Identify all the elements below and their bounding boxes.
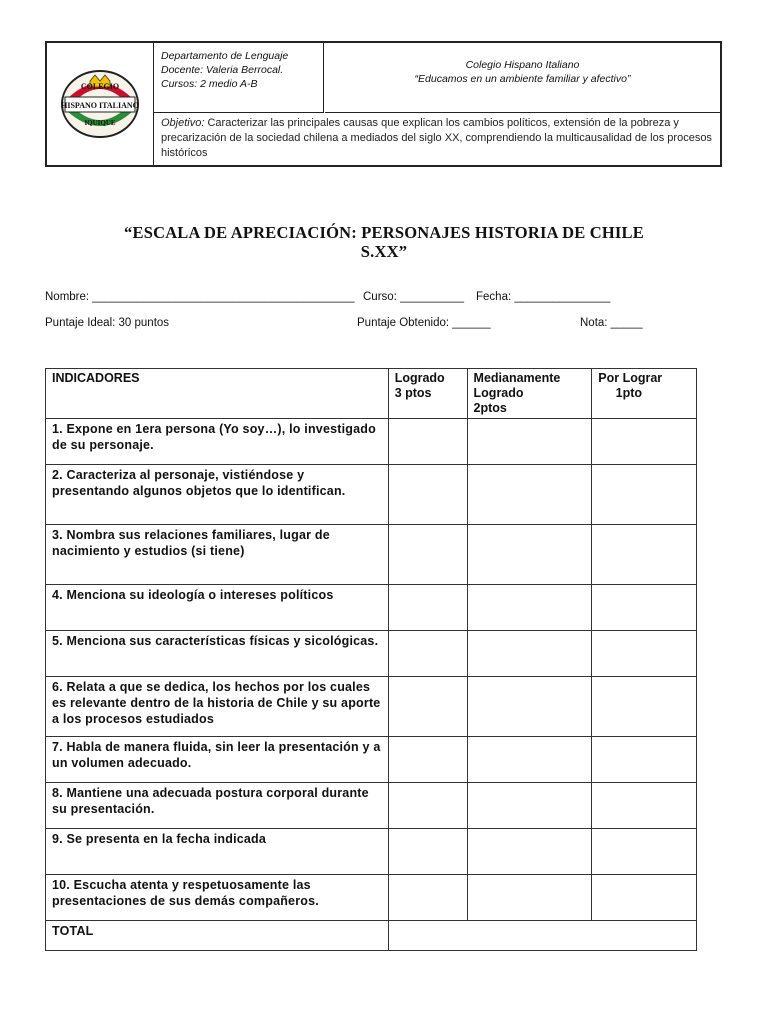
header-por-lograr: Por Lograr 1pto: [592, 369, 697, 419]
score-logrado-cell[interactable]: [388, 631, 467, 677]
rubric-table: [45, 368, 697, 951]
indicator-text: 6. Relata a que se dedica, los hechos por los cuales es relevante dentro de la historia de Chile y su aporte a los procesos estudiados: [46, 677, 389, 737]
score-medianamente-cell[interactable]: [467, 829, 592, 875]
indicator-text: 3. Nombra sus relaciones familiares, lugar de nacimiento y estudios (si tiene): [46, 525, 389, 585]
score-logrado-cell[interactable]: [388, 525, 467, 585]
score-por-lograr-cell[interactable]: [592, 419, 697, 465]
score-logrado-cell[interactable]: [388, 585, 467, 631]
score-logrado-cell[interactable]: [388, 677, 467, 737]
puntaje-ideal: Puntaje Ideal: 30 puntos: [45, 317, 170, 329]
logo-cell: [47, 43, 154, 165]
total-row: [46, 921, 697, 951]
objective-text: Caracterizar las principales causas que explican los cambios políticos, extensión de la pobreza y precarización de la sociedad chilena a mediados del siglo XX, comprendiendo la multicausalidad de los procesos históricos: [161, 117, 712, 159]
score-medianamente-cell[interactable]: [467, 631, 592, 677]
puntaje-obtenido-field[interactable]: Puntaje Obtenido: ______: [357, 317, 491, 329]
score-por-lograr-cell[interactable]: [592, 465, 697, 525]
objective: [154, 114, 720, 165]
table-header-row: [46, 369, 697, 419]
header-logrado: Logrado 3 ptos: [388, 369, 467, 419]
indicator-text: 2. Caracteriza al personaje, vistiéndose y presentando algunos objetos que lo identifican.: [46, 465, 389, 525]
title-line-1: “ESCALA DE APRECIACIÓN: PERSONAJES HISTORIA DE CHILE: [124, 223, 644, 242]
score-logrado-cell[interactable]: [388, 465, 467, 525]
school-logo: [55, 59, 145, 149]
score-por-lograr-cell[interactable]: [592, 631, 697, 677]
title-line-2: S.XX”: [360, 242, 408, 261]
department-info: [154, 43, 324, 113]
score-medianamente-cell[interactable]: [467, 875, 592, 921]
score-medianamente-cell[interactable]: [467, 419, 592, 465]
table-row: [46, 631, 697, 677]
courses: Cursos: 2 medio A-B: [161, 78, 258, 90]
indicator-text: 9. Se presenta en la fecha indicada: [46, 829, 389, 875]
score-medianamente-cell[interactable]: [467, 737, 592, 783]
table-row: [46, 465, 697, 525]
score-por-lograr-cell[interactable]: [592, 829, 697, 875]
curso-field[interactable]: Curso: __________: [363, 291, 465, 303]
logo-top-text: COLEGIO: [80, 82, 120, 91]
indicator-text: 1. Expone en 1era persona (Yo soy…), lo investigado de su personaje.: [46, 419, 389, 465]
indicator-text: 4. Menciona su ideología o intereses políticos: [46, 585, 389, 631]
table-row: [46, 783, 697, 829]
teacher-name: Docente: Valeria Berrocal.: [161, 64, 284, 76]
score-medianamente-cell[interactable]: [467, 677, 592, 737]
indicator-text: 10. Escucha atenta y respetuosamente las presentaciones de sus demás compañeros.: [46, 875, 389, 921]
school-info: [325, 43, 720, 113]
score-logrado-cell[interactable]: [388, 875, 467, 921]
indicator-text: 7. Habla de manera fluida, sin leer la presentación y a un volumen adecuado.: [46, 737, 389, 783]
objective-label: Objetivo:: [161, 117, 205, 129]
table-row: [46, 829, 697, 875]
total-score-cell[interactable]: [388, 921, 696, 951]
logo-middle-text: HISPANO ITALIANO: [61, 101, 139, 110]
score-medianamente-cell[interactable]: [467, 525, 592, 585]
header-indicadores: INDICADORES: [46, 369, 389, 419]
score-logrado-cell[interactable]: [388, 783, 467, 829]
score-medianamente-cell[interactable]: [467, 465, 592, 525]
nombre-field[interactable]: Nombre: _________________________________________: [45, 291, 355, 303]
score-medianamente-cell[interactable]: [467, 585, 592, 631]
score-por-lograr-cell[interactable]: [592, 737, 697, 783]
score-por-lograr-cell[interactable]: [592, 585, 697, 631]
nota-field[interactable]: Nota: _____: [580, 317, 643, 329]
table-row: [46, 585, 697, 631]
total-label: TOTAL: [46, 921, 389, 951]
page-title: [60, 223, 708, 261]
table-row: [46, 677, 697, 737]
score-por-lograr-cell[interactable]: [592, 875, 697, 921]
table-row: [46, 525, 697, 585]
logo-bottom-text: IQUIQUE: [84, 119, 116, 127]
score-por-lograr-cell[interactable]: [592, 525, 697, 585]
table-row: [46, 419, 697, 465]
score-por-lograr-cell[interactable]: [592, 677, 697, 737]
table-row: [46, 737, 697, 783]
school-name: Colegio Hispano Italiano: [465, 59, 580, 71]
fecha-field[interactable]: Fecha: _______________: [476, 291, 611, 303]
header-box: [45, 41, 722, 167]
score-logrado-cell[interactable]: [388, 829, 467, 875]
score-logrado-cell[interactable]: [388, 419, 467, 465]
table-row: [46, 875, 697, 921]
indicator-text: 5. Menciona sus características físicas y sicológicas.: [46, 631, 389, 677]
department-name: Departamento de Lenguaje: [161, 50, 289, 62]
indicator-text: 8. Mantiene una adecuada postura corporal durante su presentación.: [46, 783, 389, 829]
score-logrado-cell[interactable]: [388, 737, 467, 783]
score-medianamente-cell[interactable]: [467, 783, 592, 829]
school-motto: “Educamos en un ambiente familiar y afectivo”: [414, 73, 631, 85]
header-medianamente: Medianamente Logrado 2ptos: [467, 369, 592, 419]
score-por-lograr-cell[interactable]: [592, 783, 697, 829]
